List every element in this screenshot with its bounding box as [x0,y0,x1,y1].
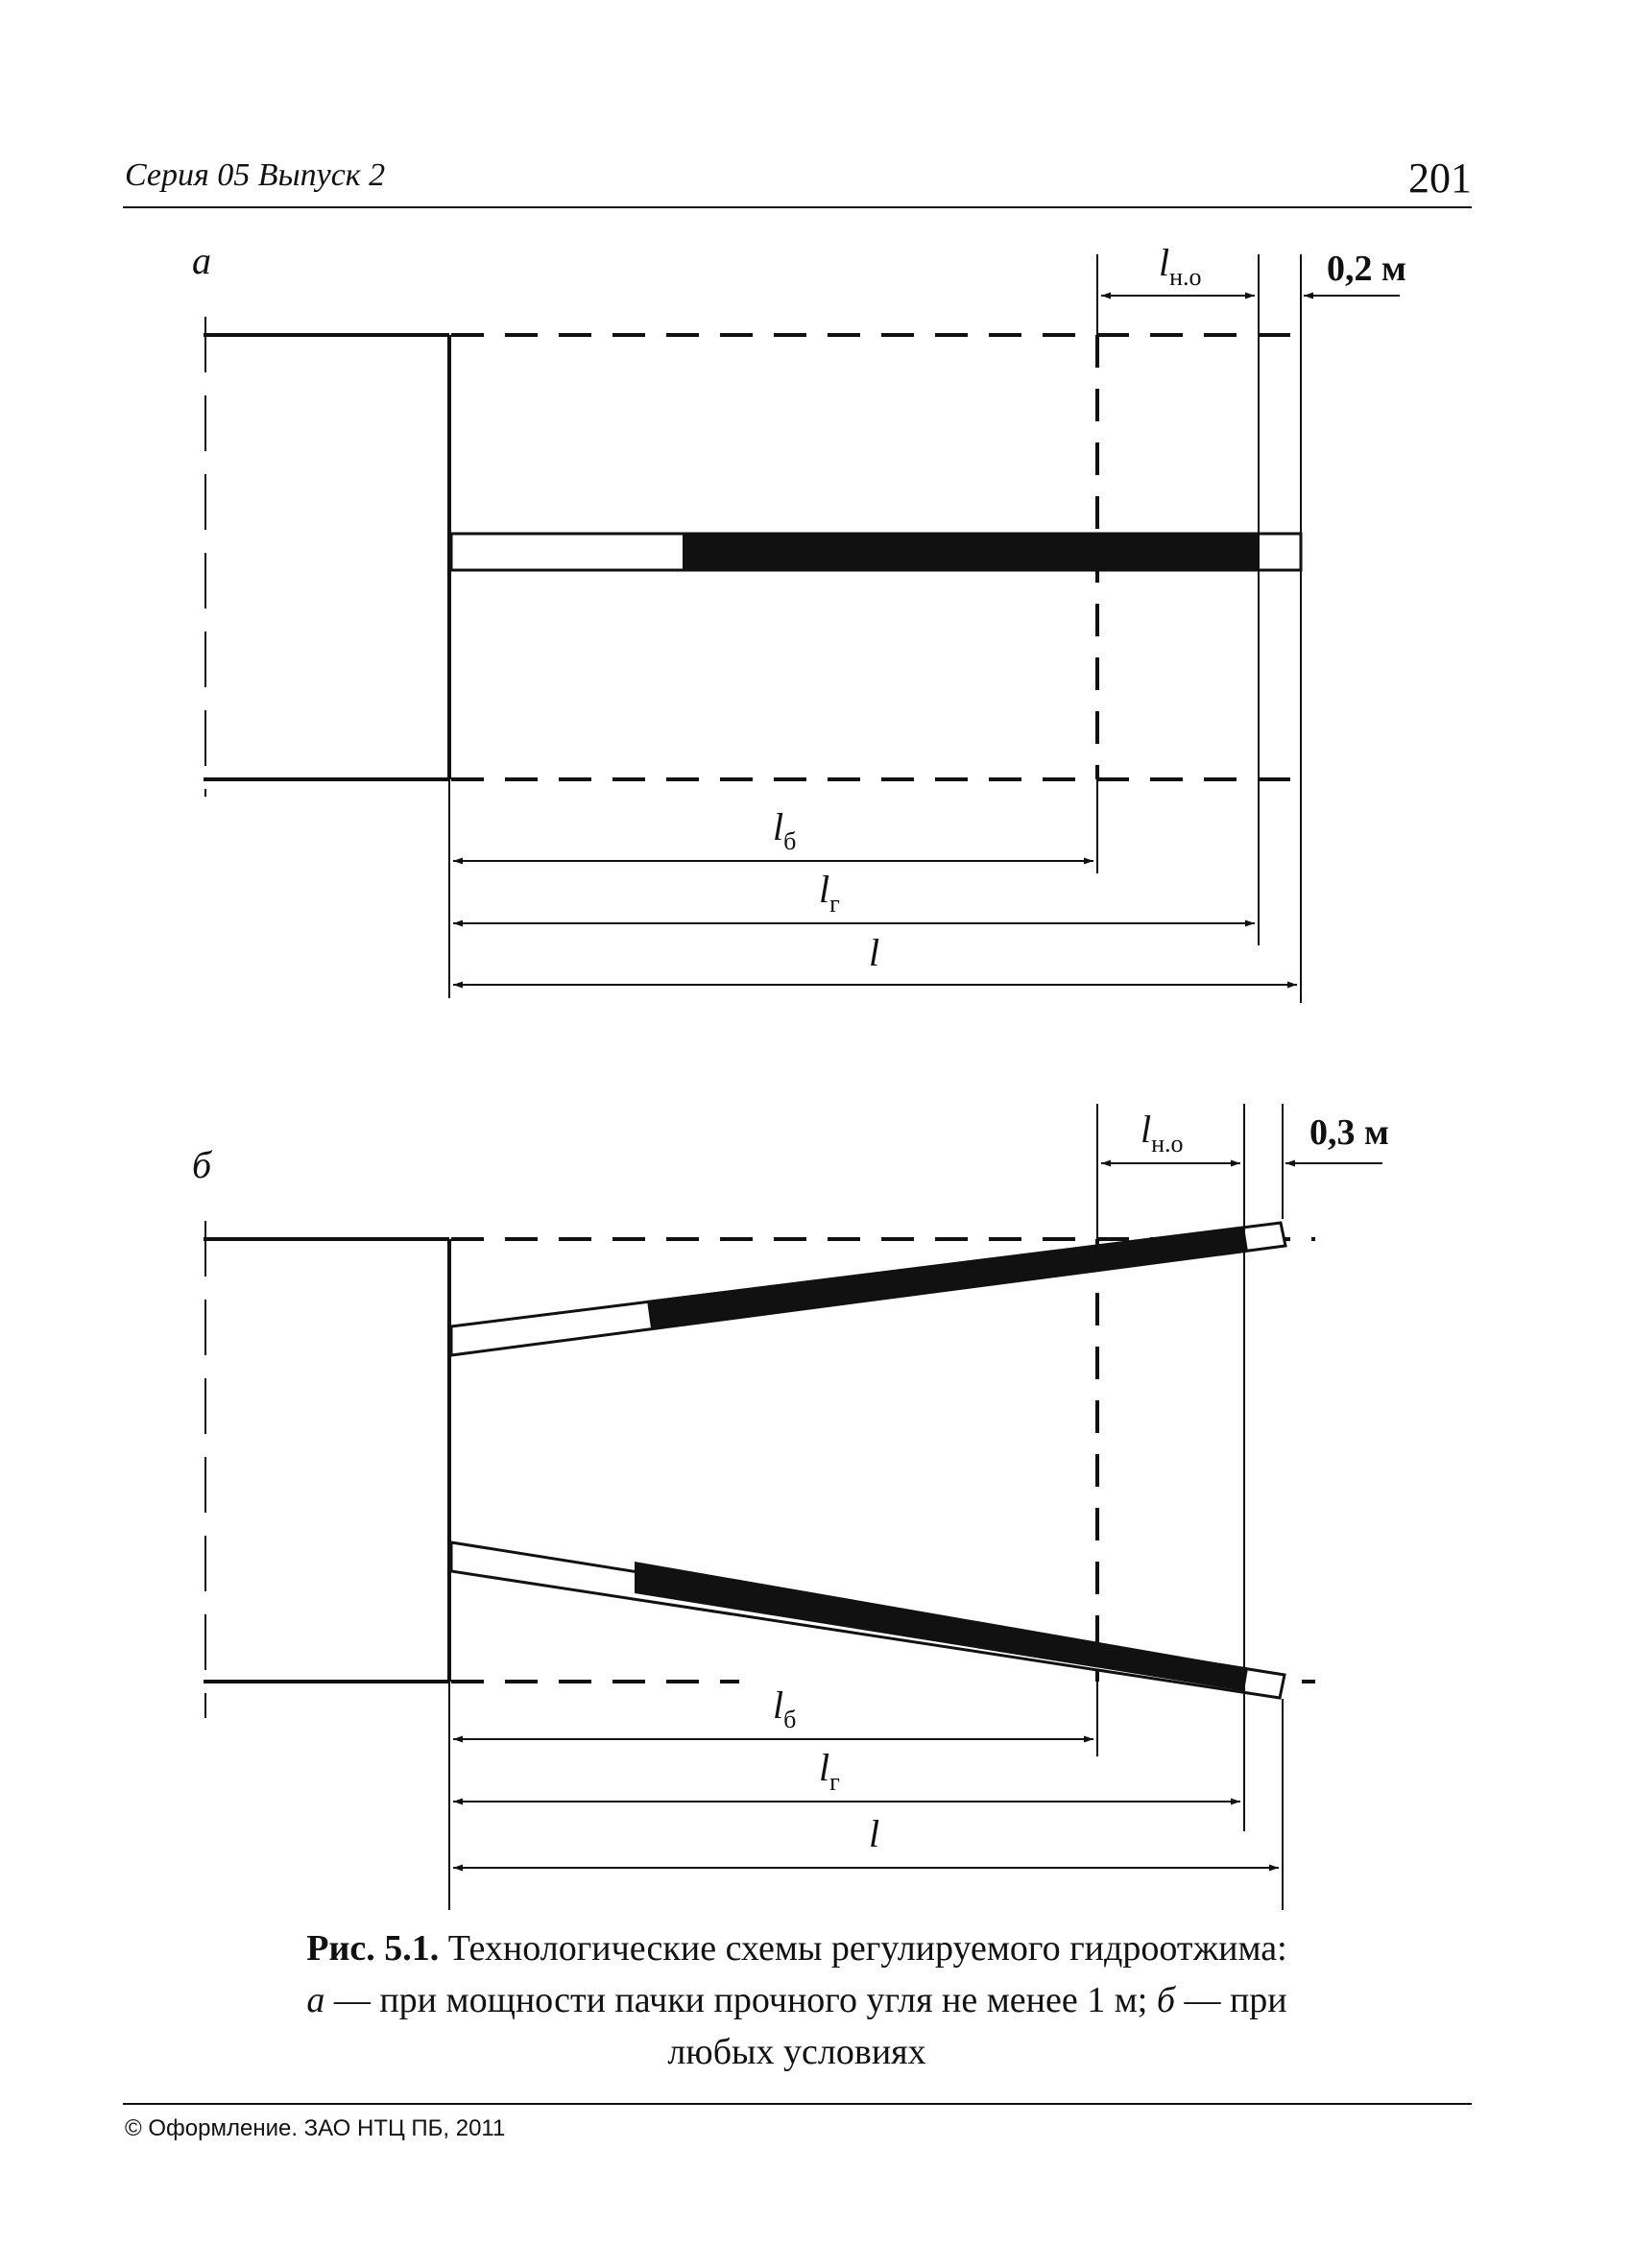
figure-caption [125,1922,1469,2078]
dim-b-l-label: l [869,1812,880,1855]
series-header: Серия 05 Выпуск 2 [125,157,386,193]
page-number: 201 [1408,155,1472,202]
dim-b-b-label: $l_б$ [773,1683,797,1733]
panel-b-borehole-lower [451,1542,1285,1698]
panel-a-extension-lines [449,254,1301,1003]
caption-title: Технологические схемы регулируемого гидроотжима: [447,1928,1287,1969]
dim-a-offset-label: 0,2 м [1327,249,1406,289]
panel-a-label: а [192,239,211,282]
caption-b-letter: б [1156,1980,1175,2020]
dim-a-g-label: $l_г$ [819,868,840,918]
panel-b [192,1104,1389,1910]
caption-description [125,1974,1469,2078]
panel-a-borehole [451,534,1301,570]
caption-a-letter: а [306,1980,325,2020]
panel-b-extension-lines [449,1104,1283,1910]
caption-number: Рис. 5.1. [306,1928,440,1969]
dim-b-no-label: $l_{н.о}$ [1141,1108,1184,1158]
copyright-footer: © Оформление. ЗАО НТЦ ПБ, 2011 [125,2115,506,2141]
dim-b-offset-label: 0,3 м [1309,1112,1389,1153]
dim-a-no-label: $l_{н.о}$ [1159,241,1202,291]
panel-a [192,239,1406,1003]
caption-b-text: — при любых условиях [667,1980,1287,2072]
panel-a-chamber [204,317,449,797]
panel-b-label: б [192,1143,212,1186]
dim-a-l-label: l [869,931,880,974]
panel-b-borehole-upper [451,1223,1285,1355]
footer-rule [123,2103,1472,2105]
panel-b-chamber [204,1221,449,1718]
dim-a-b-label: $l_б$ [773,805,797,855]
dim-b-g-label: $l_г$ [819,1746,840,1796]
caption-a-text: — при мощности пачки прочного угля не менее 1 м; [324,1980,1157,2020]
